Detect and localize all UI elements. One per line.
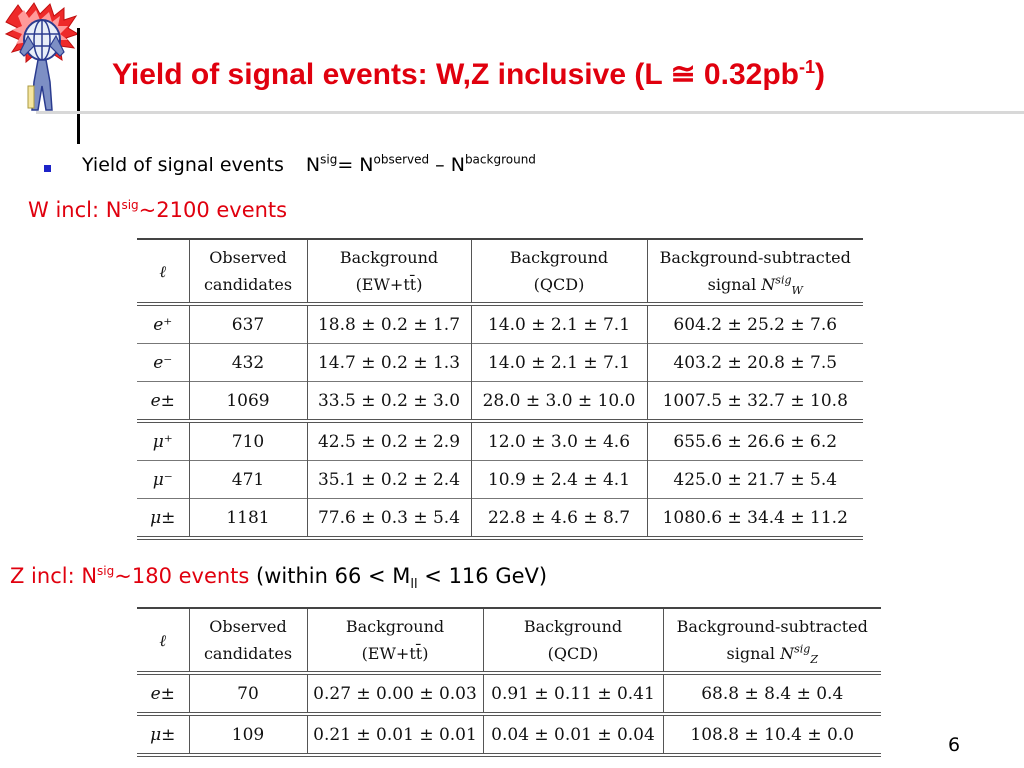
title-vertical-rule	[77, 28, 80, 144]
cell-observed: 471	[189, 461, 307, 499]
cell-observed: 637	[189, 304, 307, 344]
header-signal: Background-subtracted signal $N^{sig}_Z$	[663, 608, 881, 673]
title-horizontal-rule	[36, 111, 1024, 114]
table-row	[137, 304, 863, 344]
cell-signal: 425.0 ± 21.7 ± 5.4	[647, 461, 863, 499]
cell-lepton: e±	[137, 673, 189, 714]
page-number: 6	[948, 734, 961, 756]
cell-signal: 1080.6 ± 34.4 ± 11.2	[647, 499, 863, 539]
cell-bkg-ew: 18.8 ± 0.2 ± 1.7	[307, 304, 471, 344]
cell-bkg-ew: 42.5 ± 0.2 ± 2.9	[307, 421, 471, 461]
cell-bkg-ew: 77.6 ± 0.3 ± 5.4	[307, 499, 471, 539]
cell-bkg-ew: 35.1 ± 0.2 ± 2.4	[307, 461, 471, 499]
cell-observed: 70	[189, 673, 307, 714]
header-observed: Observed candidates	[189, 608, 307, 673]
table-row	[137, 714, 881, 755]
header-bkg-qcd: Background (QCD)	[471, 239, 647, 304]
cell-observed: 1069	[189, 382, 307, 422]
table-row	[137, 461, 863, 499]
table-row	[137, 499, 863, 539]
cell-signal: 68.8 ± 8.4 ± 0.4	[663, 673, 881, 714]
cell-signal: 604.2 ± 25.2 ± 7.6	[647, 304, 863, 344]
header-lepton: ℓ	[137, 239, 189, 304]
table-row	[137, 421, 863, 461]
cell-lepton: μ±	[137, 714, 189, 755]
w-inclusive-heading: W incl: $N^{sig}\sim 2100$ events	[28, 198, 288, 222]
cell-lepton: μ±	[137, 499, 189, 539]
cell-bkg-qcd: 14.0 ± 2.1 ± 7.1	[471, 304, 647, 344]
cell-bkg-qcd: 10.9 ± 2.4 ± 4.1	[471, 461, 647, 499]
cell-lepton: μ⁺	[137, 421, 189, 461]
cell-observed: 1181	[189, 499, 307, 539]
cell-observed: 432	[189, 344, 307, 382]
cell-observed: 710	[189, 421, 307, 461]
cell-bkg-qcd: 0.04 ± 0.01 ± 0.04	[483, 714, 663, 755]
cell-lepton: e±	[137, 382, 189, 422]
table-row	[137, 344, 863, 382]
cell-bkg-qcd: 28.0 ± 3.0 ± 10.0	[471, 382, 647, 422]
cell-bkg-qcd: 22.8 ± 4.6 ± 8.7	[471, 499, 647, 539]
slide-title: Yield of signal events: W,Z inclusive (L ≅ $0.32pb^{-1}$)	[112, 57, 825, 91]
cell-observed: 109	[189, 714, 307, 755]
bullet-label: Yield of signal events	[82, 154, 284, 176]
cell-signal: 403.2 ± 20.8 ± 7.5	[647, 344, 863, 382]
header-bkg-ew: Background (EW+tt̄)	[307, 239, 471, 304]
w-yield-table	[137, 238, 863, 540]
cell-bkg-ew: 0.27 ± 0.00 ± 0.03	[307, 673, 483, 714]
cell-lepton: e⁺	[137, 304, 189, 344]
cell-bkg-ew: 14.7 ± 0.2 ± 1.3	[307, 344, 471, 382]
bullet-formula: Yield of signal events $N^{sig}= N^{observed} - N^{background}$	[82, 152, 536, 176]
header-bkg-ew: Background (EW+tt̄)	[307, 608, 483, 673]
table-header-row	[137, 239, 863, 304]
header-observed: Observed candidates	[189, 239, 307, 304]
cell-signal: 1007.5 ± 32.7 ± 10.8	[647, 382, 863, 422]
header-bkg-qcd: Background (QCD)	[483, 608, 663, 673]
cell-bkg-qcd: 12.0 ± 3.0 ± 4.6	[471, 421, 647, 461]
cell-bkg-ew: 33.5 ± 0.2 ± 3.0	[307, 382, 471, 422]
table-row	[137, 382, 863, 422]
atlas-logo-icon	[4, 2, 80, 114]
z-yield-table	[137, 607, 881, 757]
z-inclusive-heading: Z incl: $N^{sig}\sim 180$ events (within $66 < M_{ll} < 116$ GeV)	[10, 564, 548, 593]
cell-signal: 655.6 ± 26.6 ± 6.2	[647, 421, 863, 461]
table-row	[137, 673, 881, 714]
bullet-square-icon	[44, 165, 51, 172]
cell-lepton: μ⁻	[137, 461, 189, 499]
cell-signal: 108.8 ± 10.4 ± 0.0	[663, 714, 881, 755]
cell-bkg-ew: 0.21 ± 0.01 ± 0.01	[307, 714, 483, 755]
cell-bkg-qcd: 0.91 ± 0.11 ± 0.41	[483, 673, 663, 714]
header-lepton: ℓ	[137, 608, 189, 673]
cell-lepton: e⁻	[137, 344, 189, 382]
cell-bkg-qcd: 14.0 ± 2.1 ± 7.1	[471, 344, 647, 382]
header-signal: Background-subtracted signal $N^{sig}_W$	[647, 239, 863, 304]
table-header-row	[137, 608, 881, 673]
